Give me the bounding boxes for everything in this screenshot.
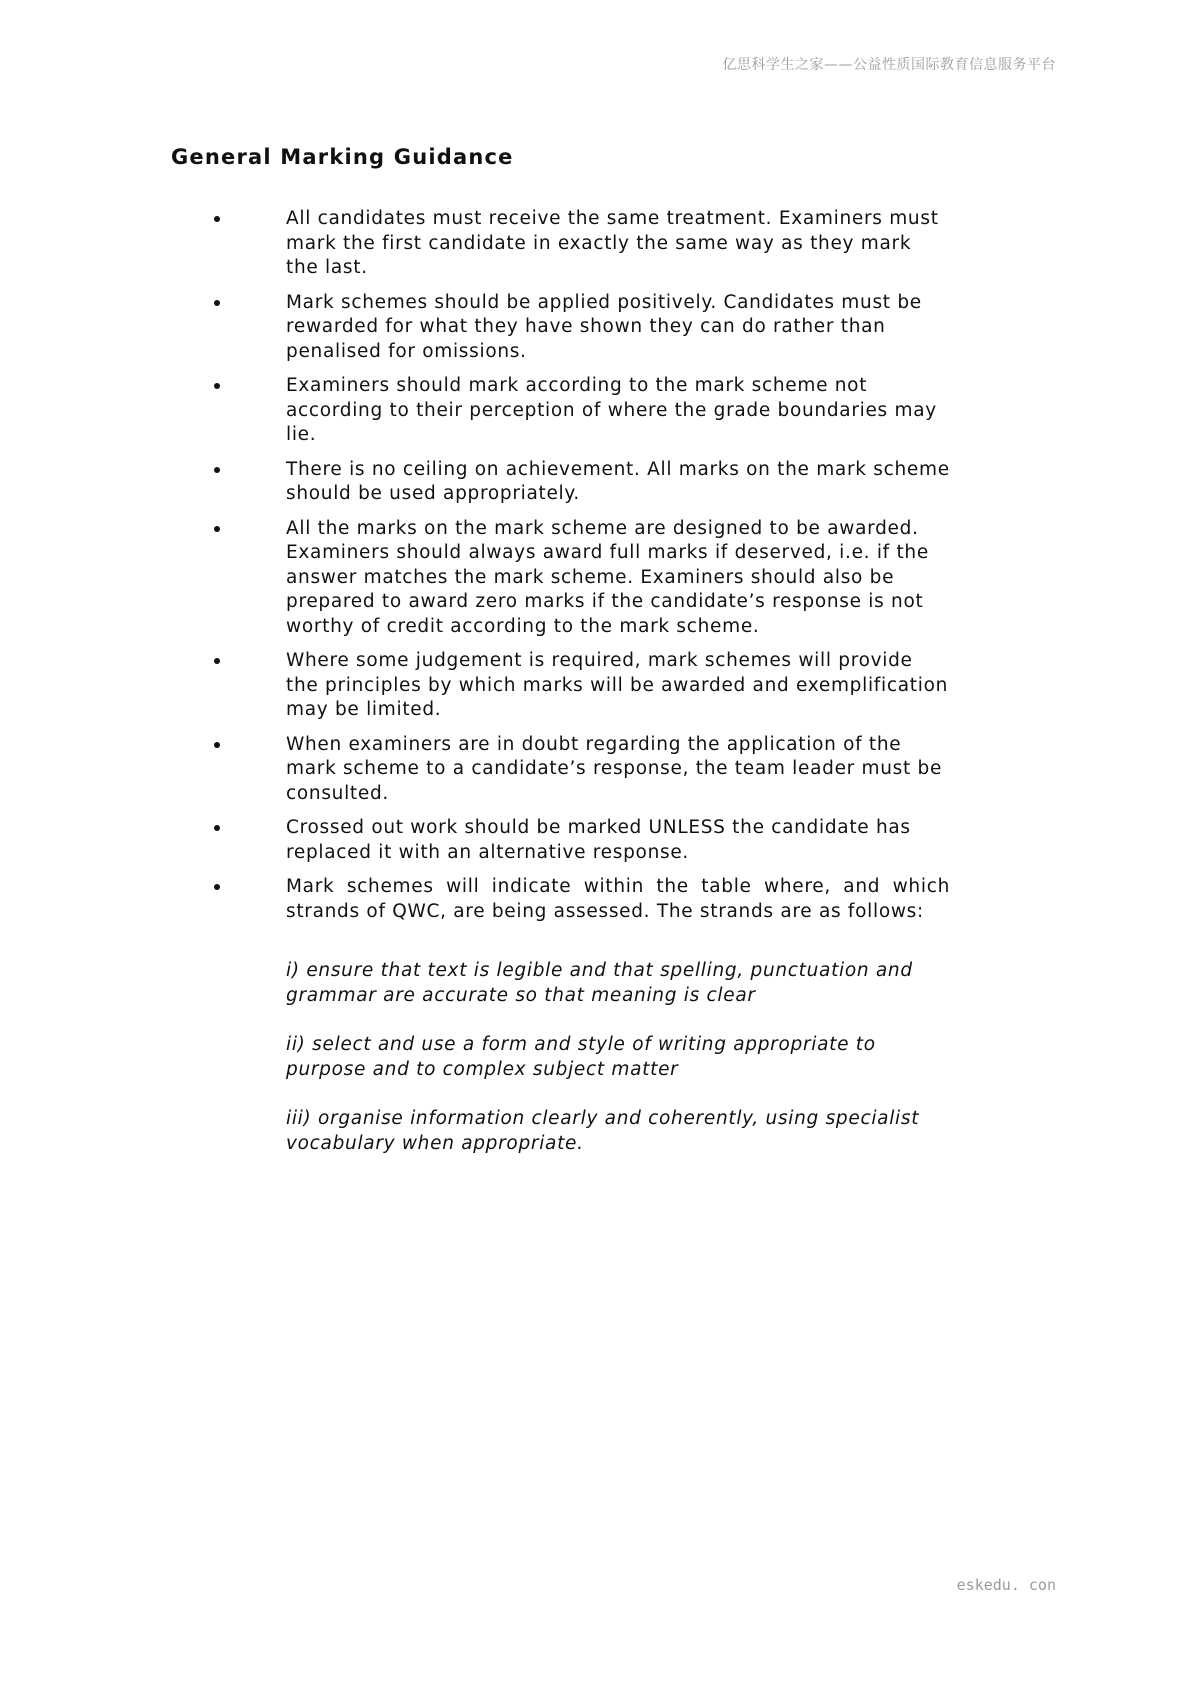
strand-text: iii) organise information clearly and coherently, using specialist vocabulary when appropriate. bbox=[286, 1108, 920, 1154]
bullet-icon bbox=[214, 742, 220, 748]
bullet-icon bbox=[214, 658, 220, 664]
qwc-strands bbox=[286, 959, 950, 1181]
strand-text: i) ensure that text is legible and that spelling, punctuation and grammar are accurate so that meaning is clear bbox=[286, 960, 913, 1006]
list-item bbox=[210, 733, 950, 807]
list-item-text: Examiners should mark according to the mark scheme not according to their perception of where the grade boundaries may lie. bbox=[286, 375, 937, 445]
guidance-list bbox=[210, 207, 950, 934]
list-item bbox=[210, 649, 950, 723]
list-item bbox=[210, 207, 950, 281]
list-item-text: All candidates must receive the same treatment. Examiners must mark the first candidate in exactly the same way as they mark the last. bbox=[286, 208, 939, 278]
bullet-icon bbox=[214, 467, 220, 473]
strand-text: ii) select and use a form and style of writing appropriate to purpose and to complex subject matter bbox=[286, 1034, 876, 1080]
list-item-text: There is no ceiling on achievement. All marks on the mark scheme should be used appropriately. bbox=[286, 458, 950, 504]
bullet-icon bbox=[214, 526, 220, 532]
list-item bbox=[210, 875, 950, 924]
header-site-text: 亿思科学生之家——公益性质国际教育信息服务平台 bbox=[722, 57, 1056, 73]
list-item-text: Crossed out work should be marked UNLESS the candidate has replaced it with an alternative response. bbox=[286, 817, 911, 863]
list-item-text: Where some judgement is required, mark schemes will provide the principles by which marks will be awarded and exemplification may be limited. bbox=[286, 650, 949, 720]
list-item-text: Mark schemes will indicate within the table where, and which strands of QWC, are being assessed. The strands are as follows: bbox=[286, 876, 950, 922]
bullet-icon bbox=[214, 825, 220, 831]
list-item-text: Mark schemes should be applied positively. Candidates must be rewarded for what they have shown they can do rather than penalised for omissions. bbox=[286, 291, 922, 362]
list-item bbox=[210, 816, 950, 865]
list-item bbox=[210, 458, 950, 507]
list-item bbox=[210, 517, 950, 640]
page-title: General Marking Guidance bbox=[171, 145, 514, 169]
list-item-text: All the marks on the mark scheme are designed to be awarded. Examiners should always award full marks if deserved, i.e. if the answer matches the mark scheme. Examiners should also be prepared to award zero marks if the candidate’s response is not worthy of credit according to the mark scheme. bbox=[286, 517, 929, 637]
footer-site-text: eskedu. con bbox=[956, 1576, 1056, 1594]
list-item bbox=[210, 291, 950, 365]
bullet-icon bbox=[214, 383, 220, 389]
bullet-icon bbox=[214, 300, 220, 306]
list-item bbox=[210, 374, 950, 448]
bullet-icon bbox=[214, 216, 220, 222]
bullet-icon bbox=[214, 884, 220, 890]
list-item-text: When examiners are in doubt regarding the application of the mark scheme to a candidate’s response, the team leader must be consulted. bbox=[286, 733, 943, 804]
